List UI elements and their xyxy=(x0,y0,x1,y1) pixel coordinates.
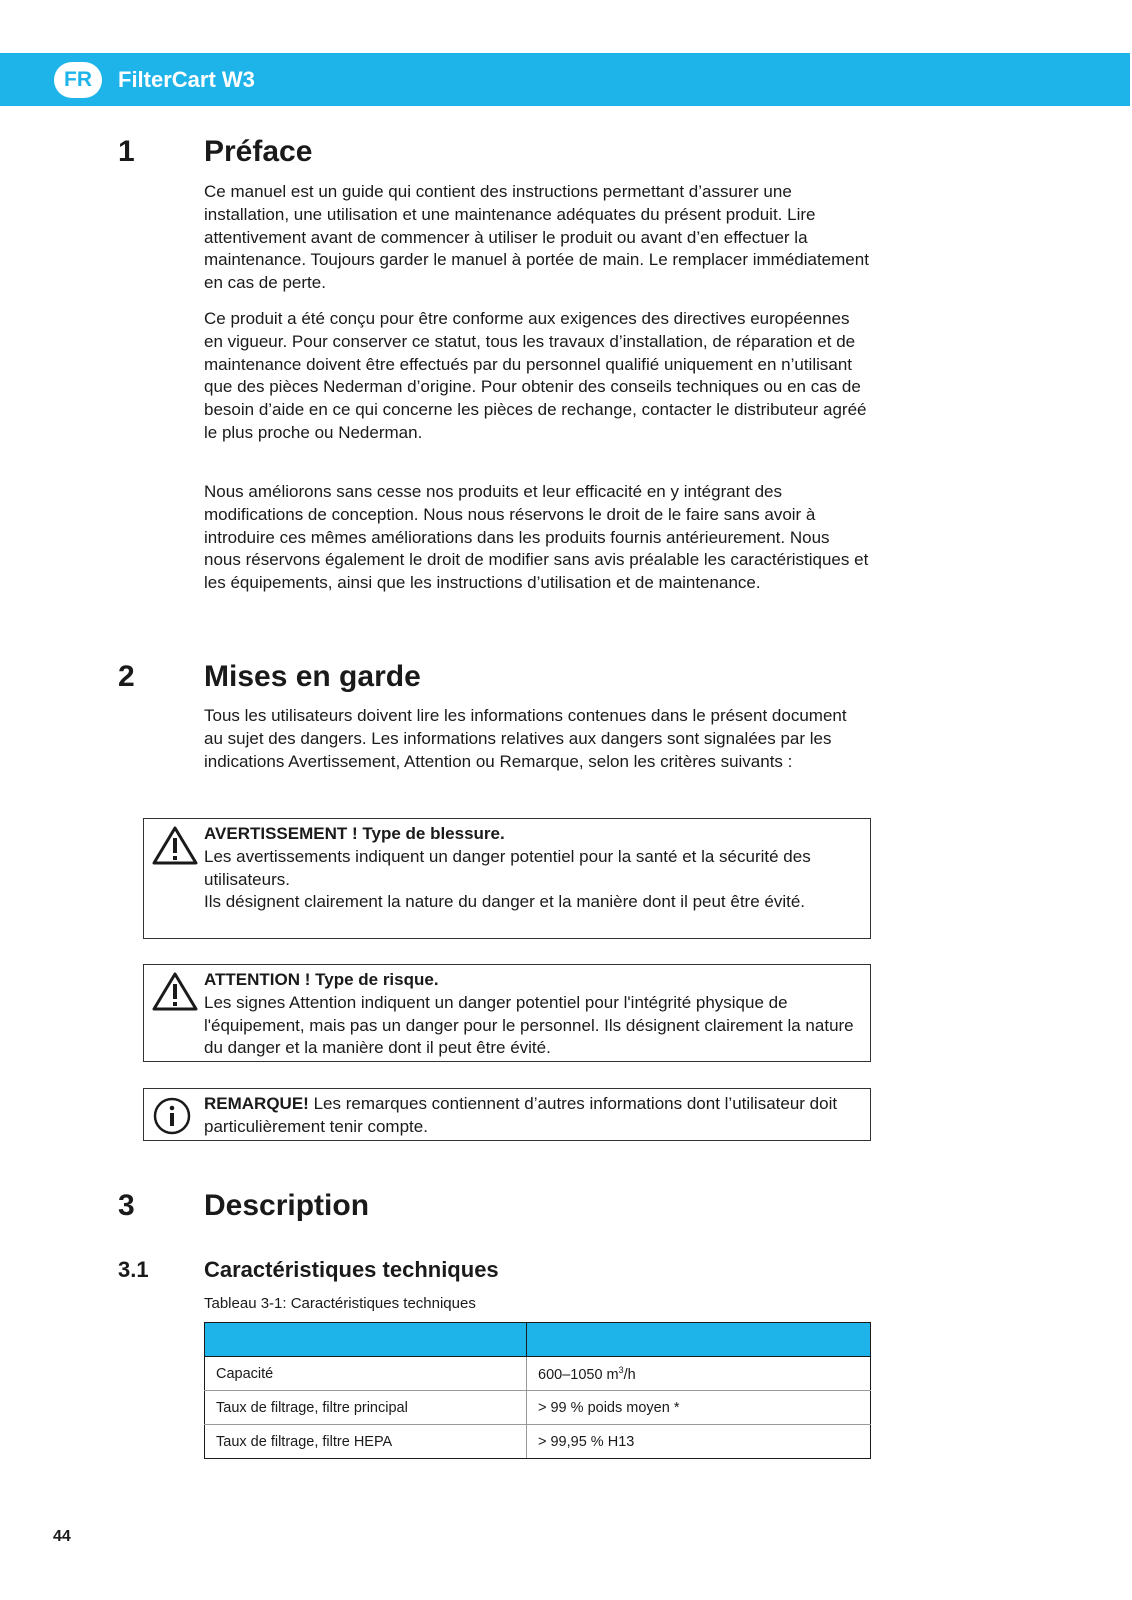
table-row xyxy=(205,1425,871,1459)
spec-table xyxy=(204,1322,871,1459)
table-cell-value xyxy=(527,1357,871,1391)
table-caption: Tableau 3-1: Caractéristiques techniques xyxy=(204,1295,476,1312)
table-cell-value: > 99 % poids moyen * xyxy=(527,1391,871,1425)
warning-line: Ils désignent clairement la nature du danger et la manière dont il peut être évité. xyxy=(204,892,806,912)
preface-paragraph-3: Nous améliorons sans cesse nos produits et leur efficacité en y intégrant des modifications de conception. Nous nous réservons le droit de le faire sans avoir à introduire ces mêmes améliorations dans les produits fournis antérieurement. Nous nous réservons également le droit de modifier sans avis préalable les caractéristiques et les équipements, ainsi que les instructions d’utilisation et de maintenance. xyxy=(204,482,869,593)
preface-paragraph-1: Ce manuel est un guide qui contient des instructions permettant d’assurer une installation, une utilisation et une maintenance adéquates du présent produit. Lire attentivement avant de commencer à utiliser le produit ou avant d’en effectuer la maintenance. Toujours garder le manuel à portée de main. Le remplacer immédiatement en cas de perte. xyxy=(204,182,869,293)
table-cell-value: > 99,95 % H13 xyxy=(527,1425,871,1459)
caution-box xyxy=(143,964,871,1062)
caution-line: Les signes Attention indiquent un danger potentiel pour l'intégrité physique de l'équipement, mais pas un danger pour le personnel. Ils désignent clairement la nature du danger et la manière dont il peut être évité. xyxy=(204,992,854,1058)
language-badge: FR xyxy=(54,62,102,98)
note-heading: REMARQUE! xyxy=(204,1094,309,1113)
table-cell-label: Taux de filtrage, filtre HEPA xyxy=(205,1425,527,1459)
caution-text xyxy=(204,969,868,1060)
document-title: FilterCart W3 xyxy=(118,67,255,92)
warning-text xyxy=(204,823,868,914)
warning-box xyxy=(143,818,871,939)
section-title-warnings: Mises en garde xyxy=(204,660,421,693)
preface-paragraph-2: Ce produit a été conçu pour être conforme aux exigences des directives européennes en vigueur. Pour conserver ce statut, tous les travaux d’installation, de réparation et de maintenance doivent être effectués par du personnel qualifié uniquement en n’utilisant que des pièces Nederman d’origine. Pour obtenir des conseils techniques ou en cas de besoin d’aide en ce qui concerne les pièces de rechange, contacter le distributeur agréé le plus proche ou Nederman. xyxy=(204,309,867,442)
section-number: 3 xyxy=(118,1189,135,1222)
section-number: 1 xyxy=(118,135,135,168)
note-box xyxy=(143,1088,871,1141)
table-cell-label: Capacité xyxy=(205,1357,527,1391)
capacity-unit-superscript: 3 xyxy=(618,1364,624,1375)
caution-heading: ATTENTION ! Type de risque. xyxy=(204,970,439,989)
page-number: 44 xyxy=(53,1528,71,1545)
table-header-row xyxy=(205,1323,871,1357)
table-header-cell xyxy=(205,1323,527,1357)
note-text xyxy=(204,1093,868,1139)
info-circle-icon xyxy=(152,1097,192,1137)
capacity-unit-suffix: /h xyxy=(623,1366,636,1383)
warning-heading: AVERTISSEMENT ! Type de blessure. xyxy=(204,824,505,843)
capacity-value: 600–1050 m xyxy=(538,1366,619,1383)
table-row xyxy=(205,1391,871,1425)
section-number: 2 xyxy=(118,660,135,693)
table-header-cell xyxy=(527,1323,871,1357)
warnings-intro-paragraph: Tous les utilisateurs doivent lire les informations contenues dans le présent document au sujet des dangers. Les informations relatives aux dangers sont signalées par les indications Avertissement, Attention ou Remarque, selon les critères suivants : xyxy=(204,706,847,771)
note-body: Les remarques contiennent d’autres informations dont l’utilisateur doit particulièrement tenir compte. xyxy=(204,1094,838,1136)
subsection-number: 3.1 xyxy=(118,1257,149,1282)
section-title-preface: Préface xyxy=(204,135,313,168)
table-row xyxy=(205,1357,871,1391)
warning-triangle-icon xyxy=(152,825,198,865)
section-title-description: Description xyxy=(204,1189,370,1222)
warning-line: Les avertissements indiquent un danger potentiel pour la santé et la sécurité des utilisateurs. xyxy=(204,846,811,889)
table-cell-label: Taux de filtrage, filtre principal xyxy=(205,1391,527,1425)
subsection-title: Caractéristiques techniques xyxy=(204,1257,499,1282)
warning-triangle-icon xyxy=(152,971,198,1011)
